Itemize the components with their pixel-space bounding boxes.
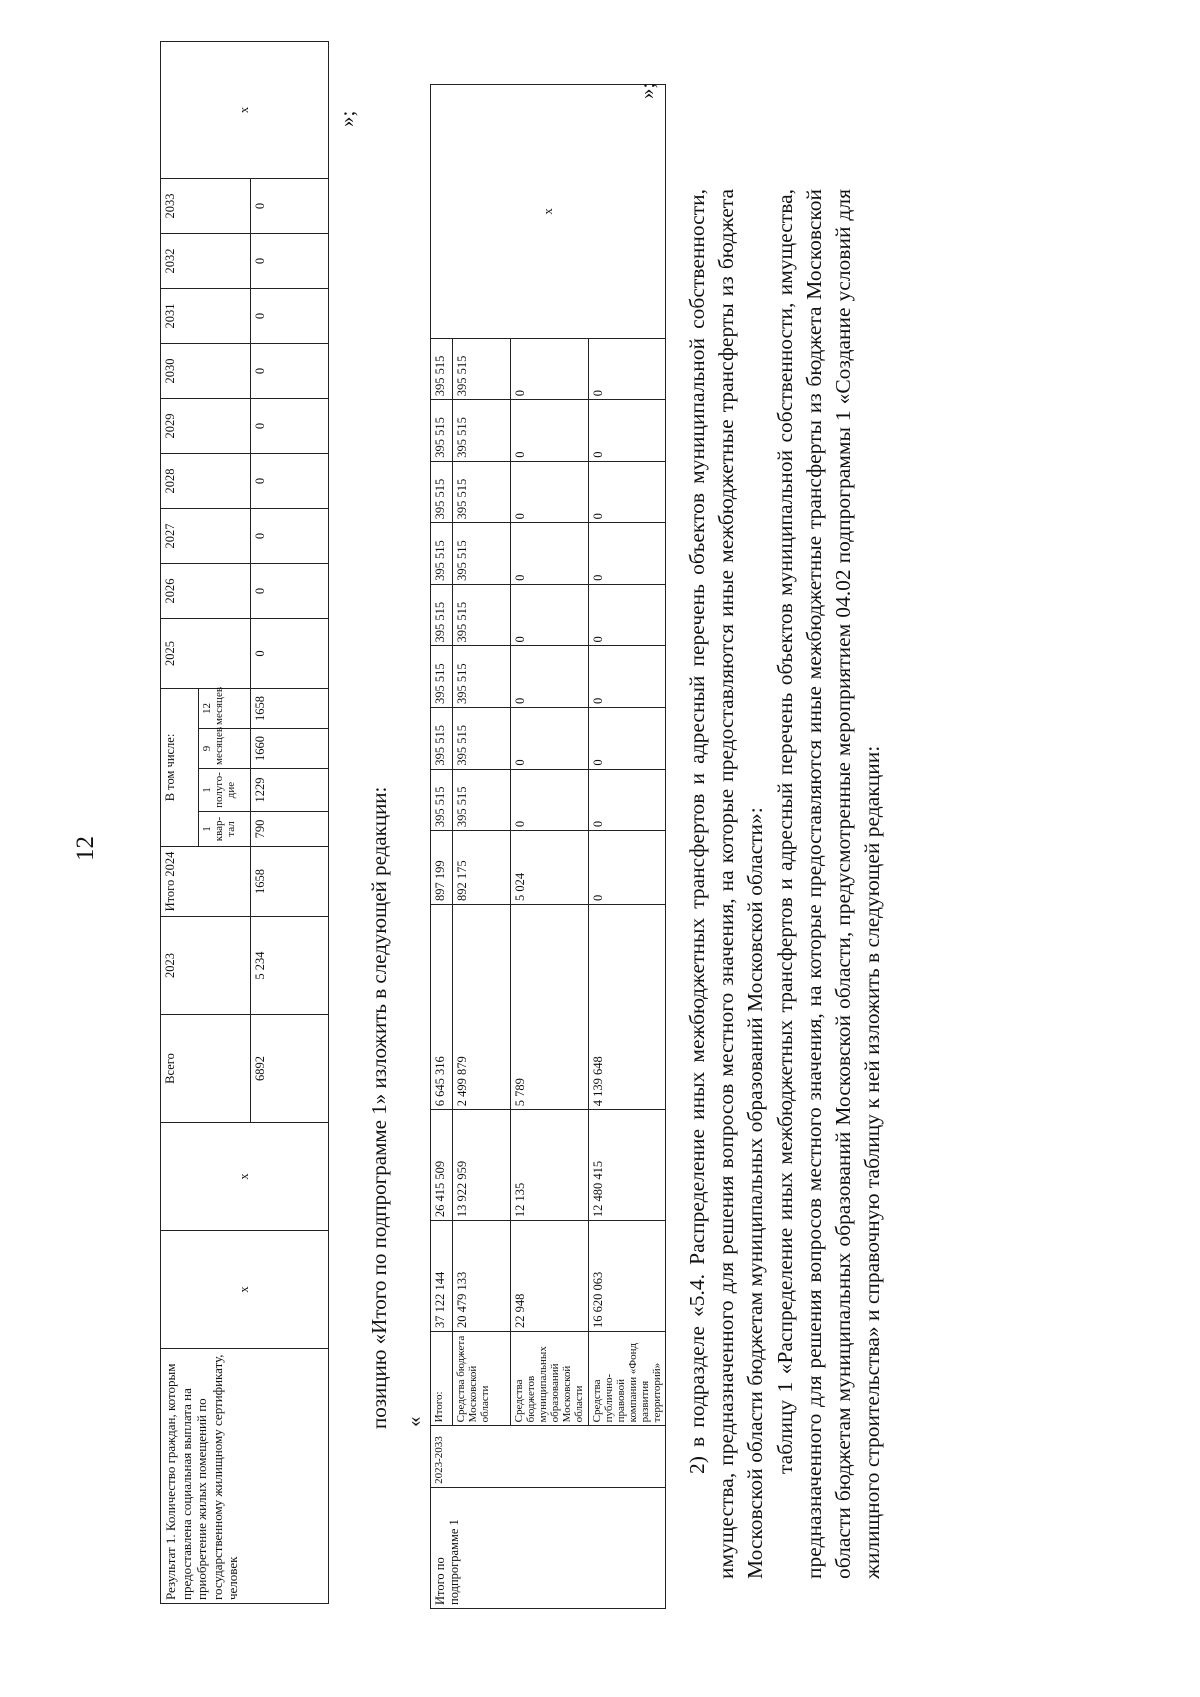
value-2023: 5 234 (251, 917, 329, 1015)
header-2029: 2029 (161, 398, 251, 453)
amount-y2024: 4 139 648 (588, 905, 666, 1110)
header-including: В том числе: (161, 688, 199, 846)
amount-y2031: 0 (588, 461, 666, 523)
amount-y2028: 0 (588, 646, 666, 708)
amount-y2029: 0 (588, 584, 666, 646)
amount-y2033: 0 (588, 338, 666, 400)
funding-source: Итого: (431, 1331, 453, 1425)
page-number: 12 (72, 836, 99, 861)
value-2026: 0 (251, 563, 329, 618)
amount-y2030: 395 515 (453, 523, 511, 585)
amount-y2025: 0 (588, 831, 666, 905)
opening-quote: « (402, 1416, 426, 1427)
amount-y2024: 6 645 316 (431, 905, 453, 1110)
period-cell: 2023-2033 (431, 1426, 666, 1488)
header-2023: 2023 (161, 917, 251, 1015)
body-text (683, 189, 888, 1579)
value-2031: 0 (251, 288, 329, 343)
amount-y2026: 0 (511, 769, 589, 831)
amount-y2032: 0 (511, 400, 589, 462)
paragraph: 2) в подразделе «5.4. Распределение иных межбюджетных трансфертов и адресный перечень объектов муниципальной собственности, имущества, предназначенного для решения вопросов местного значения, на которые предоставляются иные межбюджетные трансферты из бюджета Московской области бюджетам муниципальных образований Московской области»: (685, 189, 768, 1579)
result-x-cell: х (161, 41, 329, 178)
amount-y2030: 0 (588, 523, 666, 585)
value-2028: 0 (251, 453, 329, 508)
amount-y2027: 395 515 (431, 708, 453, 770)
amount-y2030: 0 (511, 523, 589, 585)
amount-y2026: 395 515 (431, 769, 453, 831)
header-2027: 2027 (161, 508, 251, 563)
funding-source: Средства бюджетов муниципальных образований Московской области (511, 1331, 589, 1425)
amount-y2024: 5 789 (511, 905, 589, 1110)
value-total: 6892 (251, 1015, 329, 1123)
instruction-text: позицию «Итого по подпрограмме 1» изложить в следующей редакции: (367, 786, 391, 1429)
funding-source: Средства бюджета Московской области (453, 1331, 511, 1425)
header-2030: 2030 (161, 343, 251, 398)
value-12-months: 1658 (251, 688, 329, 728)
value-2030: 0 (251, 343, 329, 398)
amount-y2025: 5 024 (511, 831, 589, 905)
result-table (160, 41, 329, 1604)
amount-y2033: 395 515 (453, 338, 511, 400)
amount-total: 22 948 (511, 1221, 589, 1332)
amount-y2023: 12 135 (511, 1110, 589, 1221)
amount-y2023: 12 480 415 (588, 1110, 666, 1221)
amount-y2032: 0 (588, 400, 666, 462)
result-x-cell: х (161, 1123, 329, 1231)
subprogram-label: Итого по подпрограмме 1 (431, 1487, 666, 1608)
header-2033: 2033 (161, 178, 251, 233)
x-cell: х (431, 85, 666, 339)
header-2031: 2031 (161, 288, 251, 343)
value-q1: 790 (251, 812, 329, 847)
amount-y2023: 26 415 509 (431, 1110, 453, 1221)
value-2032: 0 (251, 233, 329, 288)
amount-y2031: 0 (511, 461, 589, 523)
amount-y2028: 0 (511, 646, 589, 708)
amount-y2026: 395 515 (453, 769, 511, 831)
amount-y2025: 892 175 (453, 831, 511, 905)
funding-source: Средства публично-правовой компании «Фонд развития территорий» (588, 1331, 666, 1425)
amount-y2027: 395 515 (453, 708, 511, 770)
amount-y2031: 395 515 (453, 461, 511, 523)
subprogram-total-table (430, 84, 666, 1609)
header-2025: 2025 (161, 618, 251, 688)
amount-y2029: 395 515 (431, 584, 453, 646)
amount-total: 20 479 133 (453, 1221, 511, 1332)
amount-y2032: 395 515 (431, 400, 453, 462)
amount-y2029: 0 (511, 584, 589, 646)
amount-y2032: 395 515 (453, 400, 511, 462)
paragraph: таблицу 1 «Распределение иных межбюджетных трансфертов и адресный перечень объектов муниципальной собственности, имущества, предназначенного для решения вопросов местного значения, на которые предоставляются иные межбюджетные трансферты из бюджета Московской области бюджетам муниципальных образований Московской области, предусмотренные мероприятием 04.02 подпрограммы 1 «Создание условий для жилищного строительства» и справочную таблицу к ней изложить в следующей редакции: (772, 189, 885, 1579)
value-itogo-2024: 1658 (251, 847, 329, 917)
value-2029: 0 (251, 398, 329, 453)
amount-y2031: 395 515 (431, 461, 453, 523)
closing-quote: »; (635, 82, 659, 99)
amount-y2033: 395 515 (431, 338, 453, 400)
amount-y2026: 0 (588, 769, 666, 831)
result-description: Результат 1. Количество граждан, которым предоставлена социальная выплата на приобретение жилых помещений по государственному жилищному сертификату, человек (161, 1349, 329, 1604)
amount-y2027: 0 (511, 708, 589, 770)
value-2025: 0 (251, 618, 329, 688)
value-half-year: 1229 (251, 769, 329, 812)
header-2026: 2026 (161, 563, 251, 618)
amount-y2028: 395 515 (453, 646, 511, 708)
amount-y2025: 897 199 (431, 831, 453, 905)
amount-y2027: 0 (588, 708, 666, 770)
value-9-months: 1660 (251, 729, 329, 769)
result-x-cell: х (161, 1231, 329, 1349)
amount-y2029: 395 515 (453, 584, 511, 646)
header-total: Всего (161, 1015, 251, 1123)
header-half-year: 1 полуго-дие (199, 769, 251, 812)
header-2032: 2032 (161, 233, 251, 288)
header-9-months: 9 месяцев (199, 729, 251, 769)
header-itogo-2024: Итого 2024 (161, 847, 251, 917)
closing-quote: »; (335, 110, 359, 127)
value-2027: 0 (251, 508, 329, 563)
amount-y2028: 395 515 (431, 646, 453, 708)
header-12-months: 12 месяцев (199, 688, 251, 728)
amount-total: 37 122 144 (431, 1221, 453, 1332)
amount-total: 16 620 063 (588, 1221, 666, 1332)
header-q1: 1 квар-тал (199, 812, 251, 847)
amount-y2023: 13 922 959 (453, 1110, 511, 1221)
value-2033: 0 (251, 178, 329, 233)
header-2028: 2028 (161, 453, 251, 508)
amount-y2030: 395 515 (431, 523, 453, 585)
amount-y2024: 2 499 879 (453, 905, 511, 1110)
amount-y2033: 0 (511, 338, 589, 400)
